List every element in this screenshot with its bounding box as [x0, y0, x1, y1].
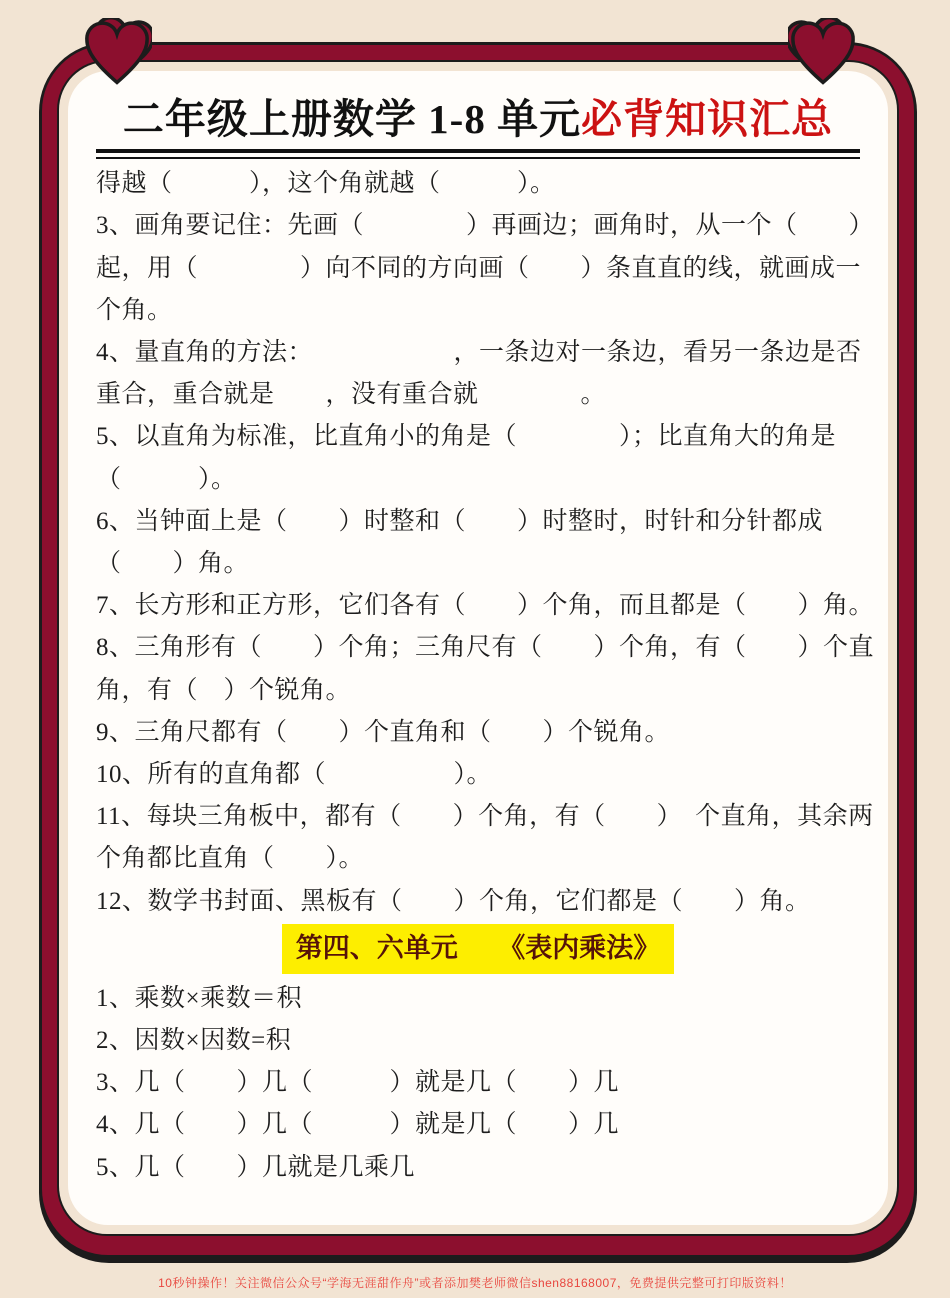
worksheet-line: 起，用（ ）向不同的方向画（ ）条直直的线，就画成一 — [96, 254, 862, 282]
worksheet-line: 4、量直角的方法： ，一条边对一条边，看另一条边是否 — [96, 338, 862, 366]
page-title-main: 二年级上册数学 1-8 单元 — [122, 96, 582, 142]
worksheet-line: 3、画角要记住：先画（ ）再画边；画角时，从一个（ ） — [96, 212, 875, 240]
worksheet-line: 12、数学书封面、黑板有（ ）个角，它们都是（ ）角。 — [96, 887, 811, 915]
worksheet-line: 角，有（ ）个锐角。 — [96, 676, 352, 704]
frame-cream-gap — [59, 62, 897, 1234]
worksheet-line: 10、所有的直角都（ ）。 — [96, 760, 493, 788]
worksheet-line: 7、长方形和正方形，它们各有（ ）个角，而且都是（ ）角。 — [96, 592, 875, 620]
worksheet-line: （ ）。 — [96, 465, 237, 493]
heart-icon — [82, 18, 152, 88]
worksheet-line: 得越（ ），这个角就越（ ）。 — [96, 170, 556, 198]
multiplication-section — [96, 978, 860, 1189]
worksheet-line: 5、以直角为标准，比直角小的角是（ ）；比直角大的角是 — [96, 423, 837, 451]
worksheet-line: 6、当钟面上是（ ）时整和（ ）时整时，时针和分针都成 — [96, 507, 824, 535]
worksheet-line: 重合，重合就是 ，没有重合就 。 — [96, 381, 607, 409]
angle-section — [96, 163, 875, 923]
frame-maroon-band — [42, 45, 914, 1255]
worksheet-line: 3、几（ ）几（ ）就是几（ ）几 — [96, 1069, 620, 1097]
content-panel — [68, 71, 888, 1225]
worksheet-line: 2、因数×因数=积 — [96, 1026, 292, 1054]
worksheet-line: 11、每块三角板中，都有（ ）个角，有（ ） 个直角，其余两 — [96, 803, 874, 831]
worksheet-line: 4、几（ ）几（ ）就是几（ ）几 — [96, 1111, 620, 1139]
page-title-highlight: 必背知识汇总 — [581, 96, 834, 142]
frame-inner-outline — [57, 60, 899, 1236]
heart-icon — [788, 18, 858, 88]
worksheet-line: 5、几（ ）几就是几乘几 — [96, 1153, 416, 1181]
page-title — [96, 97, 860, 142]
title-divider — [96, 149, 860, 159]
worksheet-line: 个角都比直角（ ）。 — [96, 845, 365, 873]
worksheet-line: 9、三角尺都有（ ）个直角和（ ）个锐角。 — [96, 718, 671, 746]
footer-note: 10秒钟操作！关注微信公众号“学海无涯甜作舟”或者添加樊老师微信shen88168007，免费提供完整可打印版资料！ — [158, 1276, 792, 1290]
worksheet-line: （ ）角。 — [96, 549, 250, 577]
worksheet-line: 个角。 — [96, 296, 173, 324]
decorative-frame — [39, 42, 917, 1263]
section-header-highlight: 第四、六单元 《表内乘法》 — [282, 924, 675, 974]
worksheet-line: 1、乘数×乘数＝积 — [96, 984, 303, 1012]
section-header-row — [96, 924, 860, 974]
worksheet-line: 8、三角形有（ ）个角；三角尺有（ ）个角，有（ ）个直 — [96, 634, 875, 662]
